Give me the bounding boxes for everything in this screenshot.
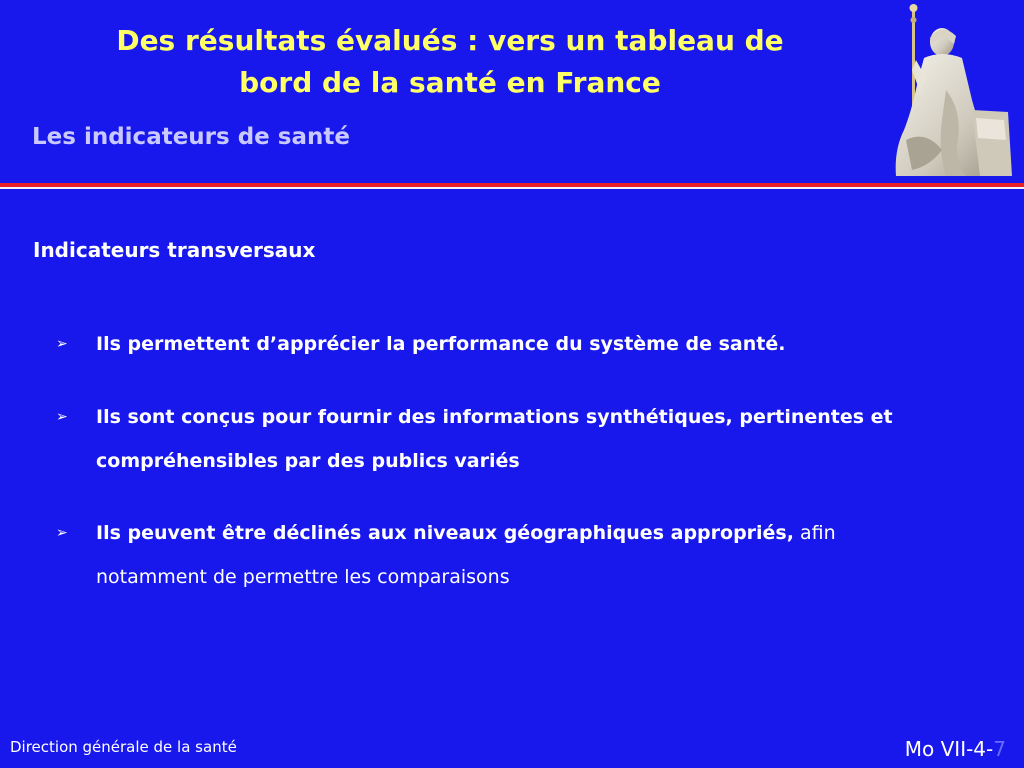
bullet-bold-text: Ils peuvent être déclinés aux niveaux géographiques appropriés,: [96, 522, 794, 544]
slide-number-value: 7: [993, 737, 1006, 761]
bullet-bold-text: Ils sont conçus pour fournir des informations synthétiques, pertinentes et compréhensibles par des publics variés: [96, 406, 893, 472]
title-line-2: bord de la santé en France: [239, 66, 661, 99]
bullet-text: [96, 322, 986, 366]
arrow-bullet-icon: ➢: [56, 525, 68, 541]
bullet-text: [96, 395, 916, 483]
header-divider-white: [0, 187, 1024, 189]
bullet-normal-text: afin notamment de permettre les comparaisons: [96, 522, 836, 588]
arrow-bullet-icon: ➢: [56, 409, 68, 425]
bullet-item-1: [56, 322, 986, 366]
slide-subtitle: Les indicateurs de santé: [32, 124, 350, 150]
title-line-1: Des résultats évalués : vers un tableau de: [116, 24, 784, 57]
slide-number-prefix: Mo VII-4-: [904, 737, 994, 761]
bullet-text: [96, 511, 856, 599]
bullet-item-2: [56, 395, 986, 483]
slide-title: [30, 20, 870, 104]
marianne-statue-icon: [876, 0, 1024, 182]
bullet-bold-text: Ils permettent d’apprécier la performance du système de santé.: [96, 333, 786, 355]
arrow-bullet-icon: ➢: [56, 336, 68, 352]
section-heading: Indicateurs transversaux: [33, 238, 316, 262]
slide-number: [905, 737, 1006, 761]
footer-organization: Direction générale de la santé: [10, 738, 237, 756]
bullet-item-3: [56, 511, 986, 599]
